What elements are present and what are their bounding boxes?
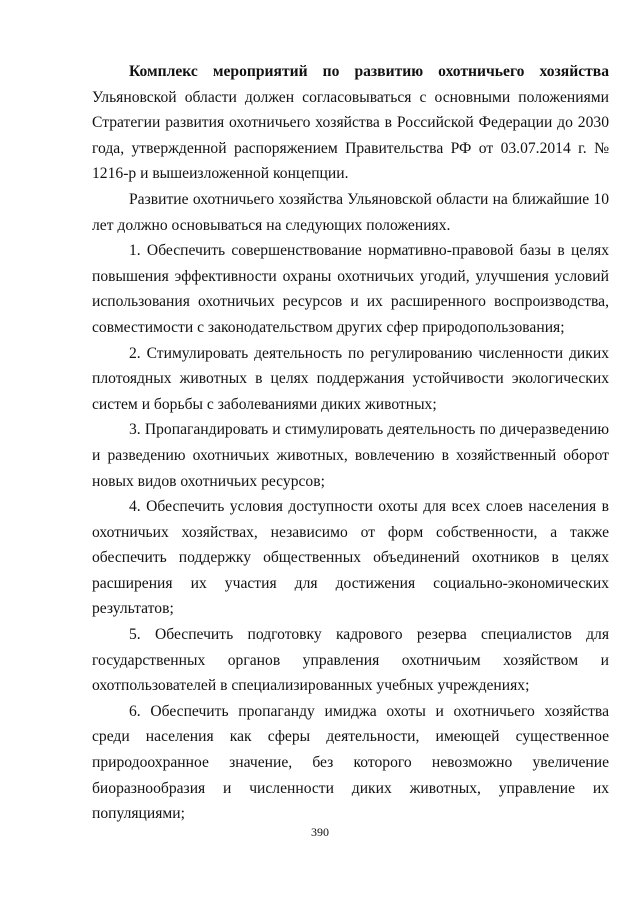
paragraph-item-5: 5. Обеспечить подготовку кадрового резерва специалистов для государственных органов управления охотничьим хозяйством и охотпользователей в специализированных учебных учреждениях; bbox=[92, 626, 609, 695]
paragraph-item-1: 1. Обеспечить совершенствование нормативно-правовой базы в целях повышения эффективности охраны охотничьих угодий, улучшения условий использования охотничьих ресурсов и их расширенного воспроизводства, совместимости с законодательством других сфер природопользования; bbox=[92, 242, 609, 336]
paragraph-item-2: 2. Стимулировать деятельность по регулированию численности диких плотоядных животных в целях поддержания устойчивости экологических систем и борьбы с заболеваниями диких животных; bbox=[92, 344, 609, 413]
paragraph-development-basis: Развитие охотничьего хозяйства Ульяновской области на ближайшие 10 лет должно основываться на следующих положениях. bbox=[92, 190, 609, 234]
intro-bold-heading: Комплекс мероприятий по развитию охотничьего хозяйства bbox=[129, 63, 609, 80]
page-number: 390 bbox=[311, 825, 329, 839]
intro-paragraph bbox=[92, 59, 609, 187]
intro-text: Ульяновской области должен согласовываться с основными положениями Стратегии развития охотничьего хозяйства в Российской Федерации до 2030 года, утвержденной распоряжением Правительства РФ от 03.07.2014 г. № 1216-р и вышеизложенной концепции. bbox=[92, 88, 609, 183]
paragraph-item-6: 6. Обеспечить пропаганду имиджа охоты и охотничьего хозяйства среди населения как сферы деятельности, имеющей существенное природоохранное значение, без которого невозможно увеличение биоразнообразия и численности диких животных, управление их популяциями; bbox=[92, 702, 609, 823]
paragraph-item-4: 4. Обеспечить условия доступности охоты для всех слоев населения в охотничьих хозяйствах, независимо от форм собственности, а также обеспечить поддержку общественных объединений охотников в целях расширения их участия для достижения социально-экономических результатов; bbox=[92, 498, 609, 618]
paragraph-item-3: 3. Пропагандировать и стимулировать деятельность по дичеразведению и разведению охотничьих животных, вовлечению в хозяйственный оборот новых видов охотничьих ресурсов; bbox=[92, 421, 609, 490]
